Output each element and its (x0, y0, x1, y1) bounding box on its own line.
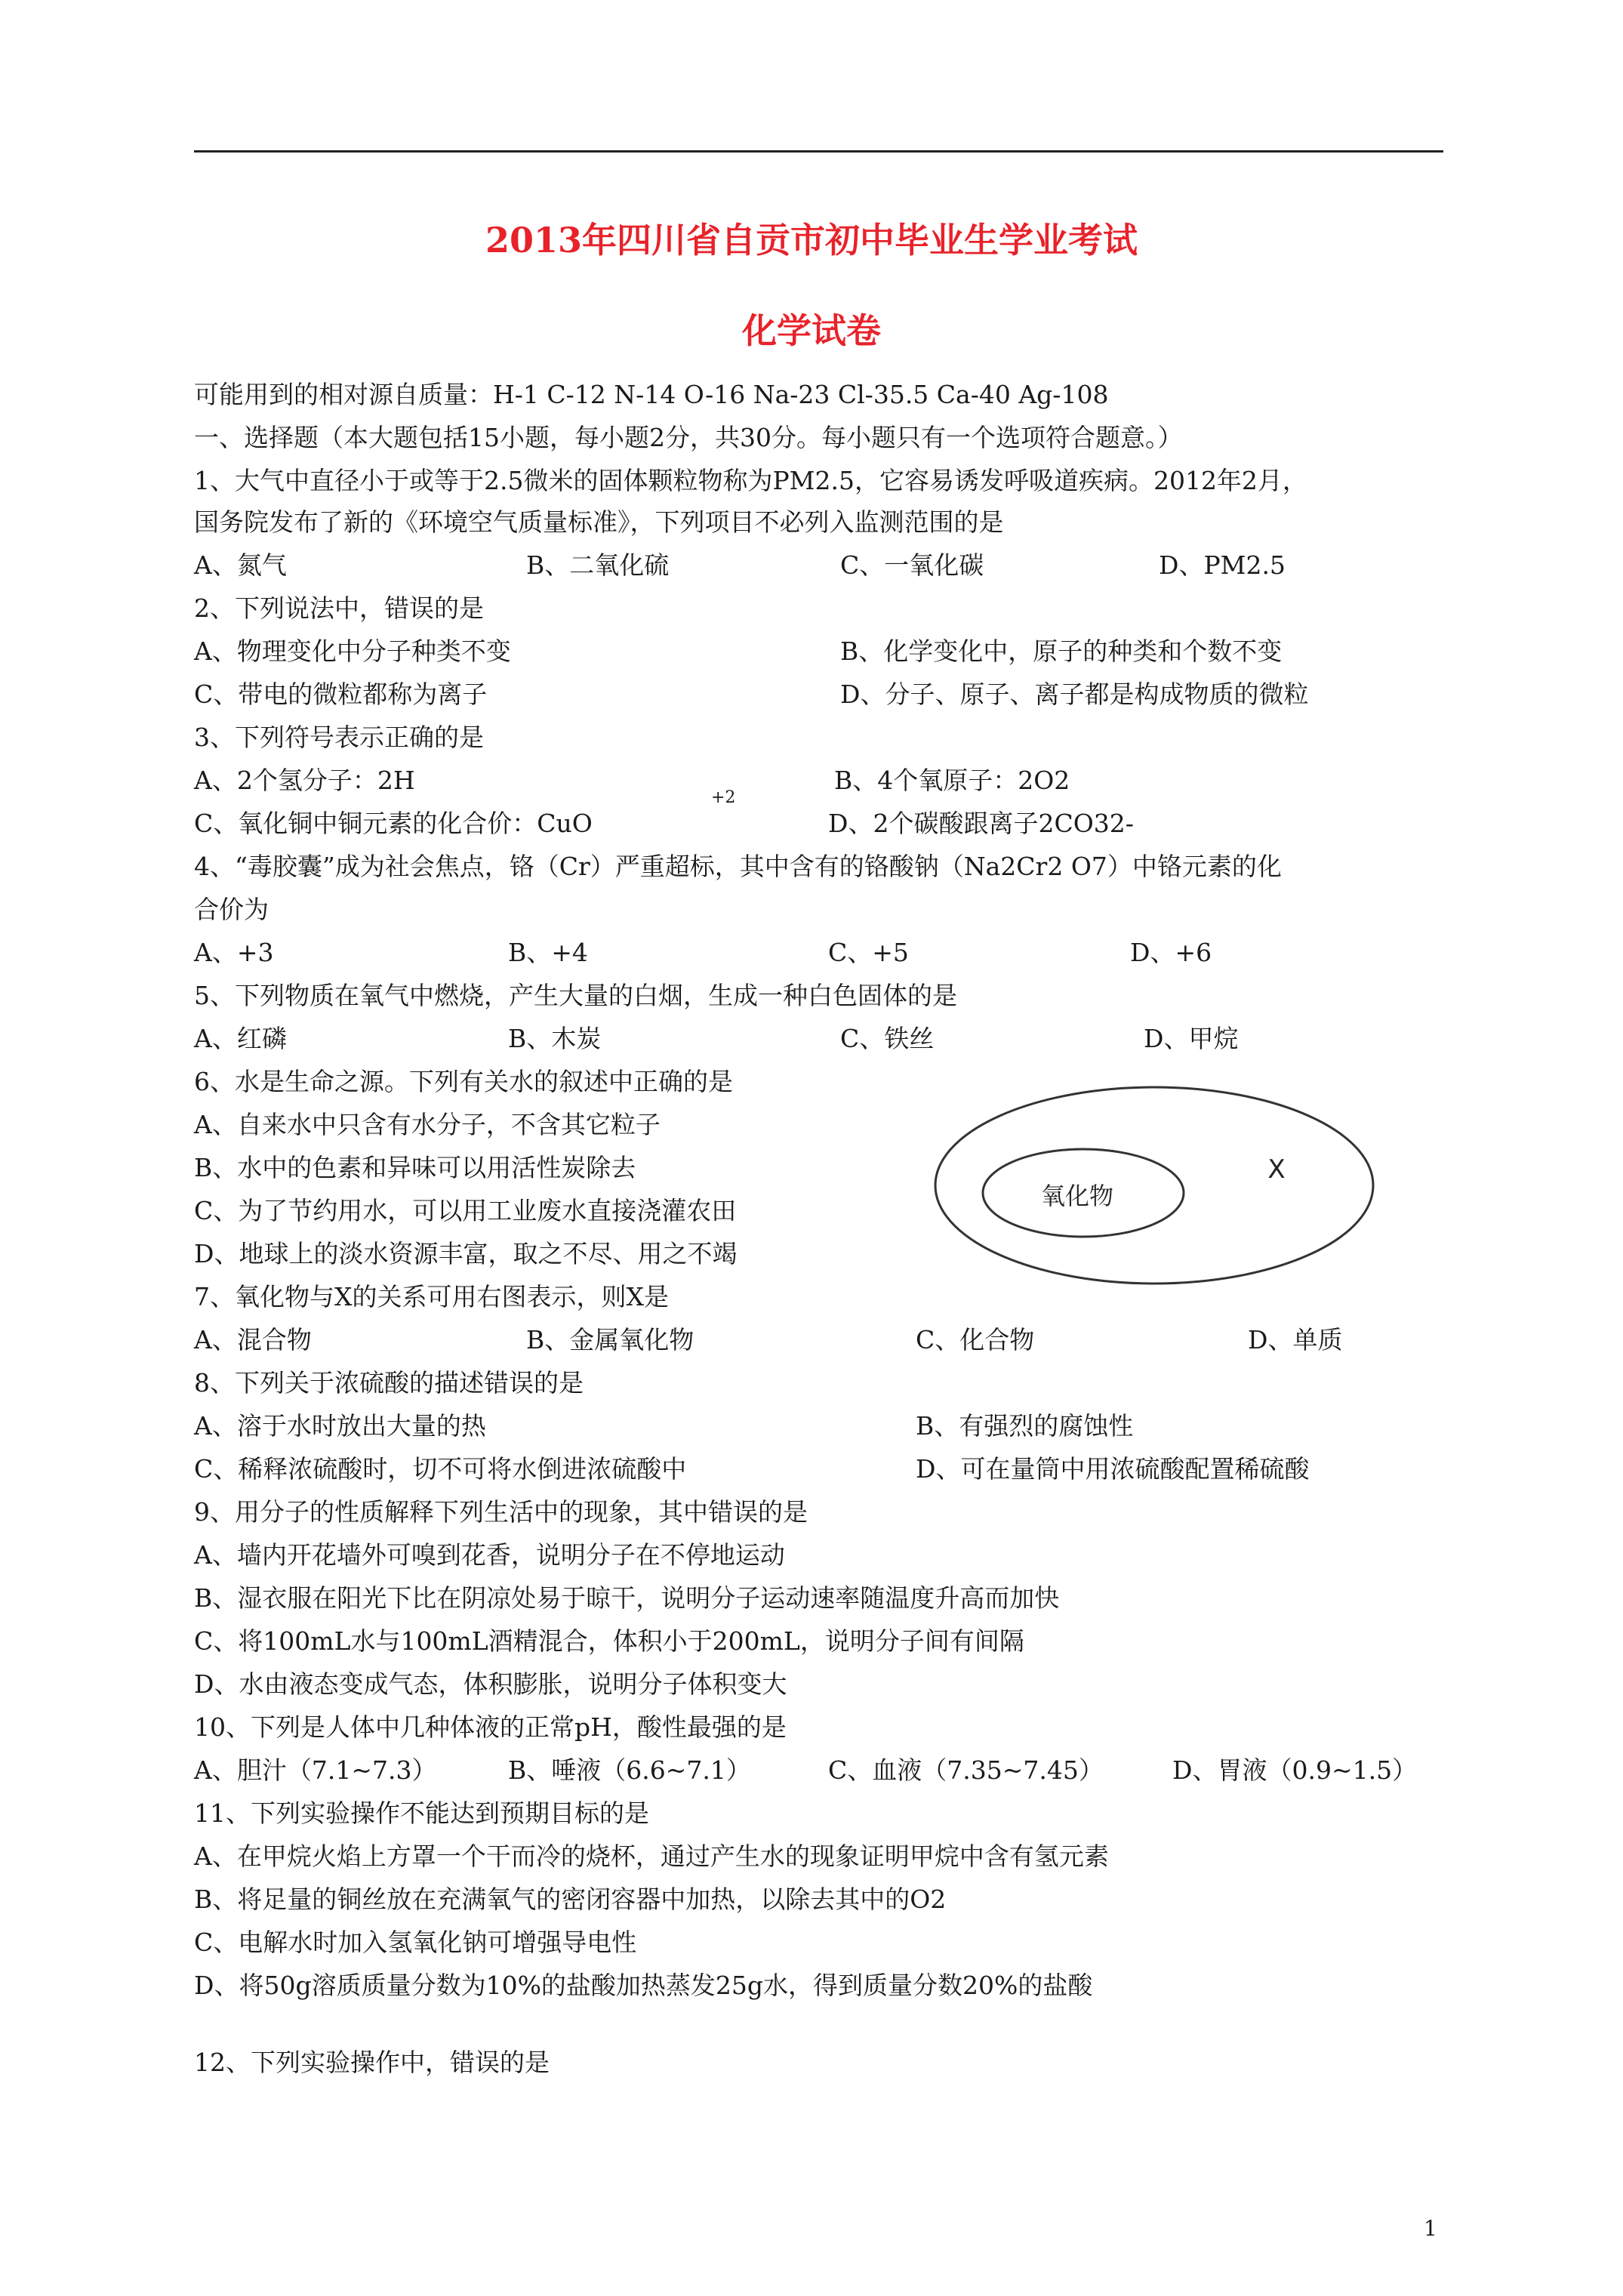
question-1-option-b: B、二氧化硫 (526, 550, 670, 580)
question-11-option-a: A、在甲烷火焰上方罩一个干而冷的烧杯，通过产生水的现象证明甲烷中含有氢元素 (194, 1841, 1109, 1871)
question-6-option-c: C、为了节约用水，可以用工业废水直接浇灌农田 (194, 1196, 737, 1225)
question-6-option-b: B、水中的色素和异味可以用活性炭除去 (194, 1153, 636, 1182)
page-title: 2013年四川省自贡市初中毕业生学业考试 (485, 220, 1138, 260)
question-4-stem-line2: 合价为 (194, 895, 269, 924)
question-7-option-c: C、化合物 (916, 1325, 1035, 1354)
question-5-stem: 5、下列物质在氧气中燃烧，产生大量的白烟，生成一种白色固体的是 (194, 981, 957, 1010)
question-10-stem: 10、下列是人体中几种体液的正常pH，酸性最强的是 (194, 1712, 787, 1742)
question-5-option-a: A、红磷 (194, 1024, 287, 1053)
question-2-option-d: D、分子、原子、离子都是构成物质的微粒 (840, 680, 1309, 709)
question-12-stem: 12、下列实验操作中，错误的是 (194, 2048, 550, 2077)
question-9-option-b: B、湿衣服在阳光下比在阴凉处易于晾干，说明分子运动速率随温度升高而加快 (194, 1583, 1060, 1613)
question-4-option-d: D、+6 (1130, 938, 1212, 967)
question-3-option-c: C、氧化铜中铜元素的化合价：CuO (194, 809, 593, 838)
question-4-option-b: B、+4 (508, 938, 588, 967)
header-rule (194, 150, 1443, 153)
question-9-option-a: A、墙内开花墙外可嗅到花香，说明分子在不停地运动 (194, 1540, 785, 1570)
question-1-stem-line2: 国务院发布了新的《环境空气质量标准》，下列项目不必列入监测范围的是 (194, 507, 1004, 537)
question-3-stem: 3、下列符号表示正确的是 (194, 723, 484, 752)
question-2-option-c: C、带电的微粒都称为离子 (194, 680, 488, 709)
question-7-option-a: A、混合物 (194, 1325, 312, 1354)
question-6-option-d: D、地球上的淡水资源丰富，取之不尽、用之不竭 (194, 1239, 738, 1268)
question-1-stem-line1: 1、大气中直径小于或等于2.5微米的固体颗粒物称为PM2.5，它容易诱发呼吸道疾病。2012年2月， (194, 466, 1307, 495)
question-10-option-b: B、唾液（6.6~7.1） (508, 1755, 751, 1785)
question-2-option-b: B、化学变化中，原子的种类和个数不变 (840, 636, 1283, 666)
question-9-option-c: C、将100mL水与100mL酒精混合，体积小于200mL，说明分子间有间隔 (194, 1626, 1024, 1656)
question-8-option-d: D、可在量筒中用浓硫酸配置稀硫酸 (916, 1454, 1310, 1484)
question-4-stem-line1: 4、“毒胶囊”成为社会焦点，铬（Cr）严重超标，其中含有的铬酸钠（Na2Cr2 O7）中铬元素的化 (194, 852, 1282, 881)
question-3-option-d: D、2个碳酸跟离子2CO32- (828, 809, 1134, 838)
question-7-option-b: B、金属氧化物 (526, 1325, 694, 1354)
question-11-option-c: C、电解水时加入氢氧化钠可增强导电性 (194, 1928, 637, 1957)
question-1-option-a: A、氮气 (194, 550, 287, 580)
question-8-option-c: C、稀释浓硫酸时，切不可将水倒进浓硫酸中 (194, 1454, 687, 1484)
question-10-option-d: D、胃液（0.9~1.5） (1172, 1755, 1418, 1785)
inner-ellipse-label: 氧化物 (1040, 1182, 1114, 1210)
question-8-option-b: B、有强烈的腐蚀性 (916, 1411, 1134, 1441)
page-subtitle: 化学试卷 (742, 310, 881, 351)
question-5-option-c: C、铁丝 (840, 1024, 935, 1053)
question-3-valence-superscript: +2 (711, 788, 736, 807)
question-11-option-d: D、将50g溶质质量分数为10%的盐酸加热蒸发25g水，得到质量分数20%的盐酸 (194, 1971, 1093, 2000)
question-4-option-c: C、+5 (828, 938, 909, 967)
question-6-stem: 6、水是生命之源。下列有关水的叙述中正确的是 (194, 1067, 733, 1096)
question-5-option-b: B、木炭 (508, 1024, 602, 1053)
question-2-stem: 2、下列说法中，错误的是 (194, 593, 484, 623)
outer-ellipse (935, 1087, 1373, 1284)
question-4-option-a: A、+3 (194, 938, 274, 967)
question-3-option-b: B、4个氧原子：2O2 (834, 766, 1070, 795)
section-heading: 一、选择题（本大题包括15小题，每小题2分，共30分。每小题只有一个选项符合题意。） (194, 423, 1183, 452)
question-2-option-a: A、物理变化中分子种类不变 (194, 636, 511, 666)
question-11-option-b: B、将足量的铜丝放在充满氧气的密闭容器中加热，以除去其中的O2 (194, 1885, 947, 1914)
oxide-relationship-diagram (930, 1080, 1383, 1291)
question-5-option-d: D、甲烷 (1144, 1024, 1239, 1053)
atomic-masses-line: 可能用到的相对源自质量：H-1 C-12 N-14 O-16 Na-23 Cl-35.5 Ca-40 Ag-108 (194, 380, 1109, 409)
question-9-stem: 9、用分子的性质解释下列生活中的现象，其中错误的是 (194, 1497, 808, 1527)
question-6-option-a: A、自来水中只含有水分子，不含其它粒子 (194, 1110, 661, 1139)
question-1-option-d: D、PM2.5 (1159, 550, 1286, 580)
question-7-stem: 7、氧化物与X的关系可用右图表示，则X是 (194, 1282, 669, 1311)
question-8-option-a: A、溶于水时放出大量的热 (194, 1411, 486, 1441)
outer-ellipse-label: X (1267, 1154, 1286, 1185)
question-11-stem: 11、下列实验操作不能达到预期目标的是 (194, 1798, 649, 1828)
question-8-stem: 8、下列关于浓硫酸的描述错误的是 (194, 1368, 584, 1398)
question-1-option-c: C、一氧化碳 (840, 550, 984, 580)
question-3-option-a: A、2个氢分子：2H (194, 766, 415, 795)
question-9-option-d: D、水由液态变成气态，体积膨胀，说明分子体积变大 (194, 1669, 787, 1699)
question-10-option-a: A、胆汁（7.1~7.3） (194, 1755, 437, 1785)
page-number: 1 (1424, 2216, 1437, 2241)
question-10-option-c: C、血液（7.35~7.45） (828, 1755, 1104, 1785)
question-7-option-d: D、单质 (1248, 1325, 1343, 1354)
